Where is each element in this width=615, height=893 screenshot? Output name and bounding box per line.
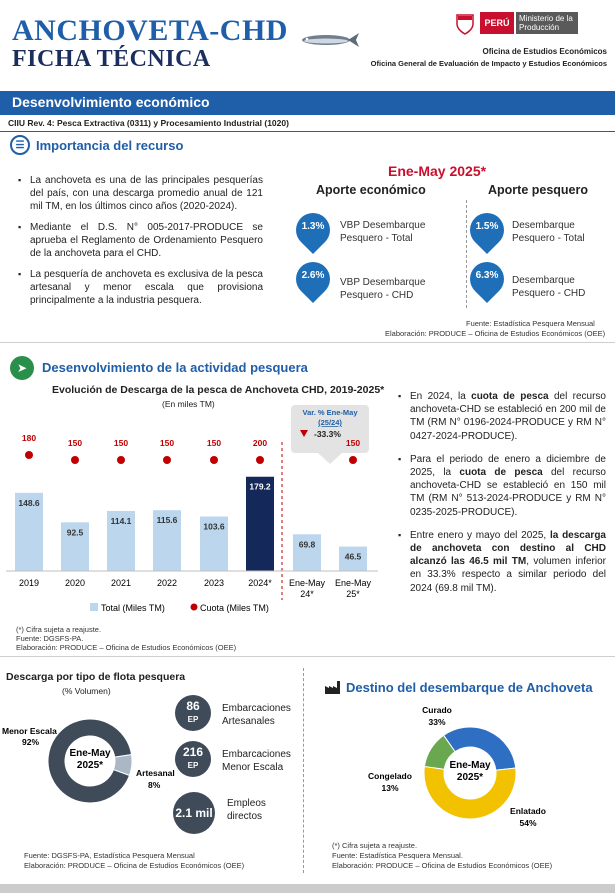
list-item: ▪ Mediante el D.S. N° 005-2017-PRODUCE se aprueba el Reglamento de Ordenamiento Pesquero de la anchoveta para el CHD.	[18, 221, 263, 260]
bar-value-label: 179.2	[249, 481, 271, 492]
tick-label: Ene-May	[334, 578, 372, 588]
chart-title: Evolución de Descarga de la pesca de Anchoveta CHD, 2019-2025*	[52, 384, 385, 396]
stat-label: Empleos directos	[227, 798, 266, 822]
peru-tag: PERÚ	[480, 12, 514, 34]
pin-label: VBP Desembarque Pesquero - CHD	[340, 277, 426, 301]
aporte-source: Fuente: Estadística Pesquera Mensual	[466, 319, 595, 328]
cuota-point	[71, 456, 79, 464]
flota-source: Fuente: DGSFS-PA, Estadística Pesquera Mensual	[24, 851, 195, 860]
slice-label: Menor Escala	[2, 726, 57, 736]
slice-value: 92%	[22, 737, 40, 747]
descarga-bar-chart	[0, 400, 390, 620]
flota-elab: Elaboración: PRODUCE – Oficina de Estudios Económicos (OEE)	[24, 861, 245, 870]
tick-label: 2024*	[248, 578, 272, 588]
chart-note: (*) Cifra sujeta a reajuste.	[16, 625, 102, 634]
page-subtitle: FICHA TÉCNICA	[12, 46, 211, 72]
destino-elab: Elaboración: PRODUCE – Oficina de Estudios Económicos (OEE)	[332, 861, 553, 870]
tick-label: 2022	[156, 578, 178, 588]
tick-label: 2023	[203, 578, 225, 588]
bar-value-label: 114.1	[110, 515, 132, 526]
tick-label: 2019	[18, 578, 40, 588]
office-general-name: Oficina General de Evaluación de Impacto y Estudios Económicos	[370, 59, 607, 68]
cuota-point	[163, 456, 171, 464]
donut-center-label: 2025*	[76, 760, 104, 771]
tick-label: 2020	[64, 578, 86, 588]
cuota-value-label: 150	[206, 438, 222, 448]
aporte-pesquero-title: Aporte pesquero	[488, 183, 589, 197]
cuota-value-label: 150	[113, 438, 129, 448]
cuota-point	[210, 456, 218, 464]
cuota-value-label: 150	[67, 438, 83, 448]
pin-label: Desembarque Pesquero - CHD	[512, 275, 586, 299]
stat-label: Embarcaciones Menor Escala	[222, 749, 291, 773]
cuota-value-label: 150	[345, 438, 361, 448]
bar-value-label: 148.6	[18, 497, 40, 508]
chart-note: Fuente: DGSFS-PA.	[16, 634, 84, 643]
list-item: ▪ Entre enero y mayo del 2025, la descarga de anchoveta con destino al CHD alcanzó las 46.5 mil TM, volumen inferior en 33.3% respecto a similar periodo del 2024 (69.8 mil TM).	[398, 529, 606, 595]
cuota-value-label: 180	[21, 433, 37, 443]
donut-center-label: 2025*	[456, 772, 484, 783]
tick-label: Ene-May	[288, 578, 326, 588]
callout-value: -33.3%	[314, 429, 341, 439]
aporte-period: Ene-May 2025*	[388, 163, 487, 179]
importancia-title: Importancia del recurso	[36, 138, 184, 153]
pin-desembarque-total: 1.5%	[470, 213, 504, 253]
factory-icon	[324, 679, 342, 695]
destino-donut-chart	[330, 700, 600, 840]
slice-value: 54%	[519, 818, 537, 828]
peru-shield-icon	[454, 12, 476, 36]
office-name: Oficina de Estudios Económicos	[482, 47, 607, 56]
cuota-list	[398, 390, 606, 605]
chart-note: Elaboración: PRODUCE – Oficina de Estudios Económicos (OEE)	[16, 643, 237, 652]
actividad-title: Desenvolvimiento de la actividad pesquera	[42, 360, 308, 375]
stat-circle: 86 EP	[175, 695, 211, 731]
slice-label: Artesanal	[136, 768, 175, 778]
callout-arrow	[318, 453, 342, 464]
bar-value-label: 69.8	[298, 539, 316, 550]
list-item: ▪ La pesquería de anchoveta es exclusiva de la pesca artesanal y menor escala que provisiona principalmente a la industria pesquera.	[18, 268, 263, 307]
pin-desembarque-chd: 6.3%	[470, 262, 504, 302]
legend-label: Cuota (Miles TM)	[200, 603, 269, 613]
bar-value-label: 103.6	[203, 521, 225, 532]
cuota-point	[117, 456, 125, 464]
cuota-point	[349, 456, 357, 464]
divider	[0, 656, 615, 657]
footer-bar	[0, 884, 615, 893]
callout-label: Var. % Ene-May	[302, 408, 358, 417]
destino-note: (*) Cifra sujeta a reajuste.	[332, 841, 418, 850]
slice-label: Congelado	[368, 771, 412, 781]
stat-circle: 2.1 mil	[173, 792, 215, 834]
slice-value: 33%	[428, 717, 446, 727]
chart-subtitle: (En miles TM)	[162, 399, 215, 409]
list-item: ▪ Para el periodo de enero a diciembre de 2025, la cuota de pesca del recurso anchoveta-CHD se estableció en 150 mil TM (RM N° 513-2024-PRODUCE y RM N° 0235-2025-PRODUCE).	[398, 453, 606, 519]
legend-label: Total (Miles TM)	[101, 603, 165, 613]
aporte-divider	[466, 200, 467, 308]
list-item: ▪ La anchoveta es una de las principales pesquerías del país, con una descarga promedio anual de 121 mil TM, en los últimos cinco años (2020-2024).	[18, 174, 263, 213]
divider	[0, 342, 615, 343]
page-title: ANCHOVETA-CHD	[12, 14, 288, 47]
aporte-economico-title: Aporte económico	[316, 183, 426, 197]
importancia-list	[18, 174, 263, 315]
slice-value: 13%	[381, 783, 399, 793]
tick-label: 25*	[346, 589, 360, 599]
tick-label: 24*	[300, 589, 314, 599]
legend-swatch-cuota	[191, 604, 198, 611]
pin-label: Desembarque Pesquero - Total	[512, 220, 585, 244]
list-item: ▪ En 2024, la cuota de pesca del recurso anchoveta-CHD se estableció en 200 mil de TM (RM N° 0196-2024-PRODUCE y RM N° 0427-2024-PRODUCE).	[398, 390, 606, 443]
flota-title: Descarga por tipo de flota pesquera	[6, 671, 186, 683]
cuota-point	[256, 456, 264, 464]
divider	[0, 131, 615, 132]
callout-label: (25/24)	[318, 418, 342, 427]
slice-label: Enlatado	[510, 806, 546, 816]
bar-value-label: 92.5	[66, 527, 84, 538]
legend-swatch-total	[90, 603, 98, 611]
cuota-value-label: 150	[159, 438, 175, 448]
bar-value-label: 46.5	[344, 551, 362, 562]
slice-value: 8%	[148, 780, 161, 790]
pin-vbp-total: 1.3%	[296, 213, 330, 253]
fish-icon: ➤	[10, 356, 34, 380]
donut-center-label: Ene-May	[449, 760, 491, 771]
stat-circle: 216 EP	[175, 741, 211, 777]
cuota-value-label: 200	[252, 438, 268, 448]
destino-title: Destino del desembarque de Anchoveta	[346, 680, 593, 695]
anchovy-fish-icon	[296, 30, 360, 50]
donut-center-label: Ene-May	[69, 748, 111, 759]
ciiu-line: CIIU Rev. 4: Pesca Extractiva (0311) y Procesamiento Industrial (1020)	[8, 118, 289, 128]
list-icon: ☰	[10, 135, 30, 155]
pin-label: VBP Desembarque Pesquero - Total	[340, 220, 426, 244]
aporte-elab: Elaboración: PRODUCE – Oficina de Estudios Económicos (OEE)	[385, 329, 606, 338]
flota-subtitle: (% Volumen)	[62, 686, 111, 696]
stat-label: Embarcaciones Artesanales	[222, 703, 291, 727]
tick-label: 2021	[110, 578, 132, 588]
bar-value-label: 115.6	[156, 515, 178, 526]
section-band: Desenvolvimiento económico	[0, 91, 615, 115]
slice-label: Curado	[422, 705, 452, 715]
cuota-point	[25, 451, 33, 459]
destino-source: Fuente: Estadística Pesquera Mensual.	[332, 851, 463, 860]
pin-vbp-chd: 2.6%	[296, 262, 330, 302]
section-divider	[303, 668, 304, 873]
ministry-logo	[476, 12, 606, 38]
ministry-tag: Ministerio de la Producción	[516, 12, 578, 34]
